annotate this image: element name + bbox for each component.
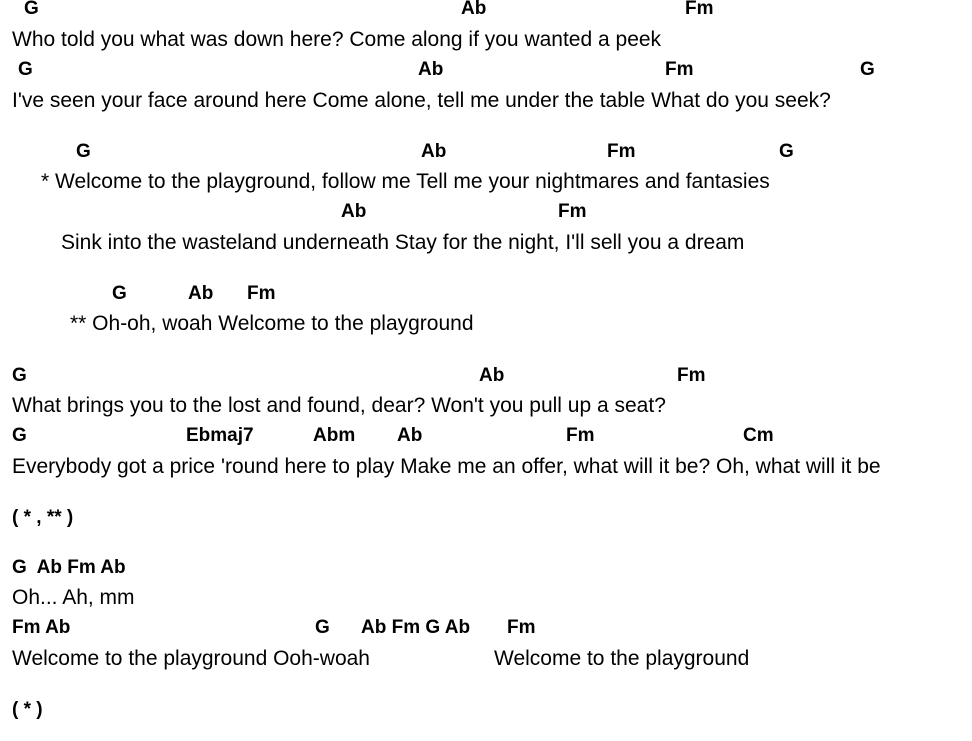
chord: Fm	[685, 0, 714, 19]
chord: Cm	[743, 425, 774, 446]
chord: Ab	[421, 141, 447, 162]
chord: Ab	[341, 201, 367, 222]
chord: G	[315, 617, 330, 638]
chord: Fm	[665, 59, 694, 80]
chord: Fm	[677, 365, 706, 386]
repeat-marker: ( * )	[12, 699, 43, 720]
chord: G	[779, 141, 794, 162]
lyric-line: Everybody got a price 'round here to play Make me an offer, what will it be? Oh, what will it be	[12, 455, 881, 478]
lyric-line: I've seen your face around here Come alone, tell me under the table What do you seek?	[12, 89, 831, 112]
chord: G	[24, 0, 39, 19]
chord: G	[18, 59, 33, 80]
lyric-line: Sink into the wasteland underneath Stay for the night, I'll sell you a dream	[61, 231, 745, 254]
chord: G	[12, 365, 27, 386]
chord: Fm	[507, 617, 536, 638]
chord: Ab	[188, 283, 214, 304]
lyric-line: Who told you what was down here? Come along if you wanted a peek	[12, 28, 662, 51]
chord: G	[76, 141, 91, 162]
repeat-marker: ( * , ** )	[12, 507, 74, 528]
chord: Ab	[479, 365, 505, 386]
chord: G	[860, 59, 875, 80]
lyric-line: ** Oh-oh, woah Welcome to the playground	[70, 312, 474, 335]
chord: G	[12, 425, 27, 446]
lyric-line: Welcome to the playground	[494, 647, 750, 670]
chord: Ab	[418, 59, 444, 80]
chord: G	[112, 283, 127, 304]
chord-group: Ab Fm G Ab	[361, 617, 471, 638]
chord: Ebmaj7	[186, 425, 254, 446]
chord: Fm	[247, 283, 276, 304]
lyric-line: Welcome to the playground Ooh-woah	[12, 647, 370, 670]
lyric-line: What brings you to the lost and found, dear? Won't you pull up a seat?	[12, 394, 666, 417]
chord: Fm	[558, 201, 587, 222]
chord: Fm	[566, 425, 595, 446]
chord: Abm	[313, 425, 356, 446]
chord: Fm	[607, 141, 636, 162]
chord-group: Fm Ab	[12, 617, 71, 638]
lyric-line: * Welcome to the playground, follow me Tell me your nightmares and fantasies	[41, 170, 770, 193]
chord: Ab	[461, 0, 487, 19]
lyric-line: Oh... Ah, mm	[12, 586, 135, 609]
chord-group: G Ab Fm Ab	[12, 557, 126, 578]
chord: Ab	[397, 425, 423, 446]
